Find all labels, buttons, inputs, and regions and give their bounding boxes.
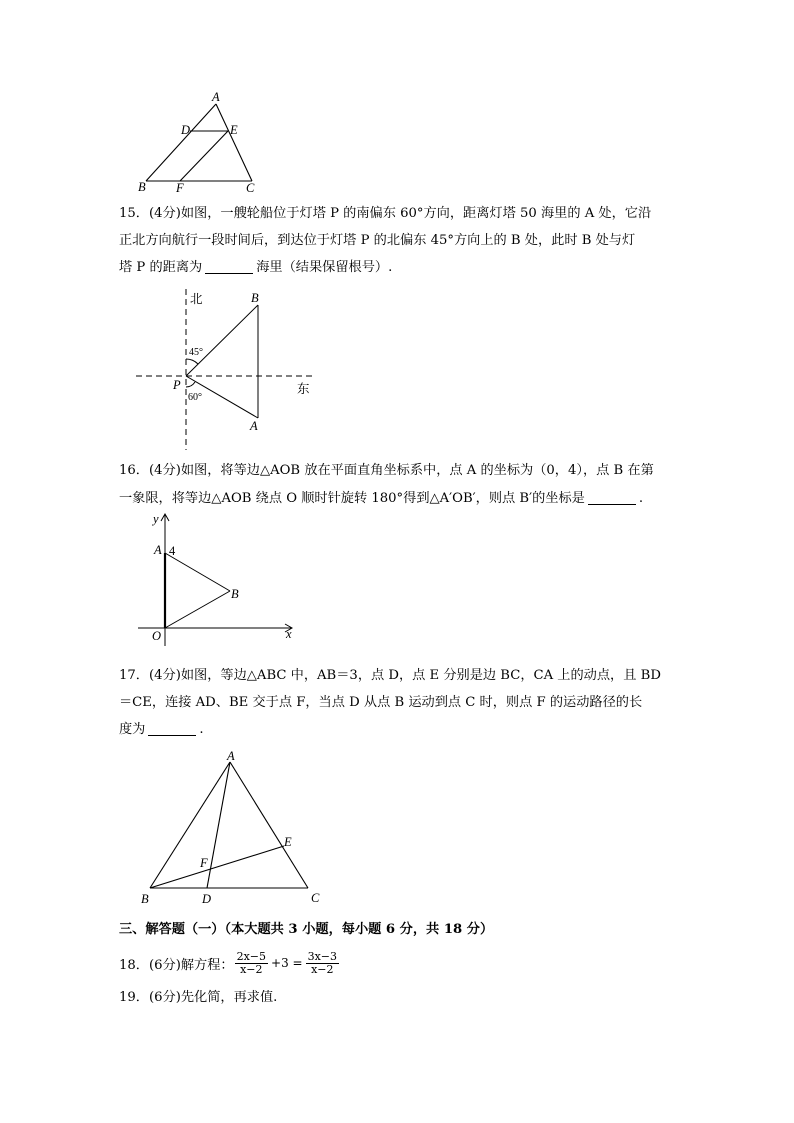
q16-line-1: 16．(4分)如图，将等边△AOB 放在平面直角坐标系中，点 A 的坐标为（0，4），点 B 在第 xyxy=(119,463,654,478)
q18-line xyxy=(119,946,340,980)
figure-q15 xyxy=(130,285,330,455)
label-P: P xyxy=(173,378,181,392)
q16-line-2-pre: 一象限，将等边△AOB 绕点 O 顺时针旋转 180°得到△A′OB′，则点 B′的坐标是 xyxy=(119,491,585,506)
label-C: C xyxy=(246,181,255,195)
q17-line-3-pre: 度为 xyxy=(119,722,146,737)
angle-60: 60° xyxy=(188,392,202,403)
label-D: D xyxy=(202,892,212,906)
fraction-right xyxy=(306,951,339,976)
q15-line-2: 正北方向航行一段时间后，到达位于灯塔 P 的北偏东 45°方向上的 B 处，此时 B 处与灯 xyxy=(119,233,636,248)
label-B: B xyxy=(251,291,259,305)
q15-line-3-pre: 塔 P 的距离为 xyxy=(119,260,203,275)
label-east: 东 xyxy=(297,382,310,396)
label-C: C xyxy=(311,891,320,905)
answer-blank-q17[interactable] xyxy=(148,721,196,736)
answer-blank-q16[interactable] xyxy=(588,490,636,505)
label-B: B xyxy=(231,587,239,601)
figure-q16 xyxy=(132,510,307,648)
fraction-left-denominator: x−2 xyxy=(240,962,263,976)
label-B: B xyxy=(138,180,146,194)
q16-line-2 xyxy=(119,489,643,509)
label-F: F xyxy=(176,181,184,195)
label-x: x xyxy=(286,627,292,641)
q15-line-1: 15．(4分)如图，一艘轮船位于灯塔 P 的南偏东 60°方向，距离灯塔 50 海里的 A 处，它沿 xyxy=(119,206,652,221)
label-A: A xyxy=(250,419,258,433)
figure-q14 xyxy=(130,90,270,200)
fraction-left xyxy=(235,951,268,976)
label-B: B xyxy=(141,892,149,906)
fraction-right-numerator: 3x−3 xyxy=(307,949,337,963)
q18-prefix: 18．(6分)解方程： xyxy=(119,957,234,973)
label-D: D xyxy=(181,123,191,137)
section-heading: 三、解答题（一）（本大题共 3 小题，每小题 6 分，共 18 分） xyxy=(119,922,494,937)
q15-line-3-post: 海里（结果保留根号）. xyxy=(256,260,393,275)
fraction-right-denominator: x−2 xyxy=(311,962,334,976)
q15-line-3 xyxy=(119,258,392,278)
label-4: 4 xyxy=(169,544,176,558)
angle-45: 45° xyxy=(189,347,203,358)
q17-line-1: 17．(4分)如图，等边△ABC 中，AB＝3，点 D，点 E 分别是边 BC，CA 上的动点，且 BD xyxy=(119,668,661,683)
q16-line-2-post: . xyxy=(638,491,644,506)
label-A: A xyxy=(227,749,235,763)
q18-plus: +3 = xyxy=(271,956,303,970)
q17-line-3 xyxy=(119,720,204,740)
label-A: A xyxy=(154,543,162,557)
label-north: 北 xyxy=(190,292,203,306)
label-E: E xyxy=(284,835,292,849)
fraction-left-numerator: 2x−5 xyxy=(236,949,267,963)
q19-line: 19．(6分)先化简，再求值. xyxy=(119,990,278,1005)
label-O: O xyxy=(152,629,162,643)
label-E: E xyxy=(230,123,238,137)
q17-line-3-post: . xyxy=(199,722,204,737)
label-F: F xyxy=(200,856,208,870)
figure-q17 xyxy=(130,745,330,910)
label-A: A xyxy=(212,90,220,104)
label-y: y xyxy=(153,512,159,526)
answer-blank-q15[interactable] xyxy=(205,259,253,274)
q17-line-2: ＝CE，连接 AD、BE 交于点 F，当点 D 从点 B 运动到点 C 时，则点 F 的运动路径的长 xyxy=(119,695,643,710)
